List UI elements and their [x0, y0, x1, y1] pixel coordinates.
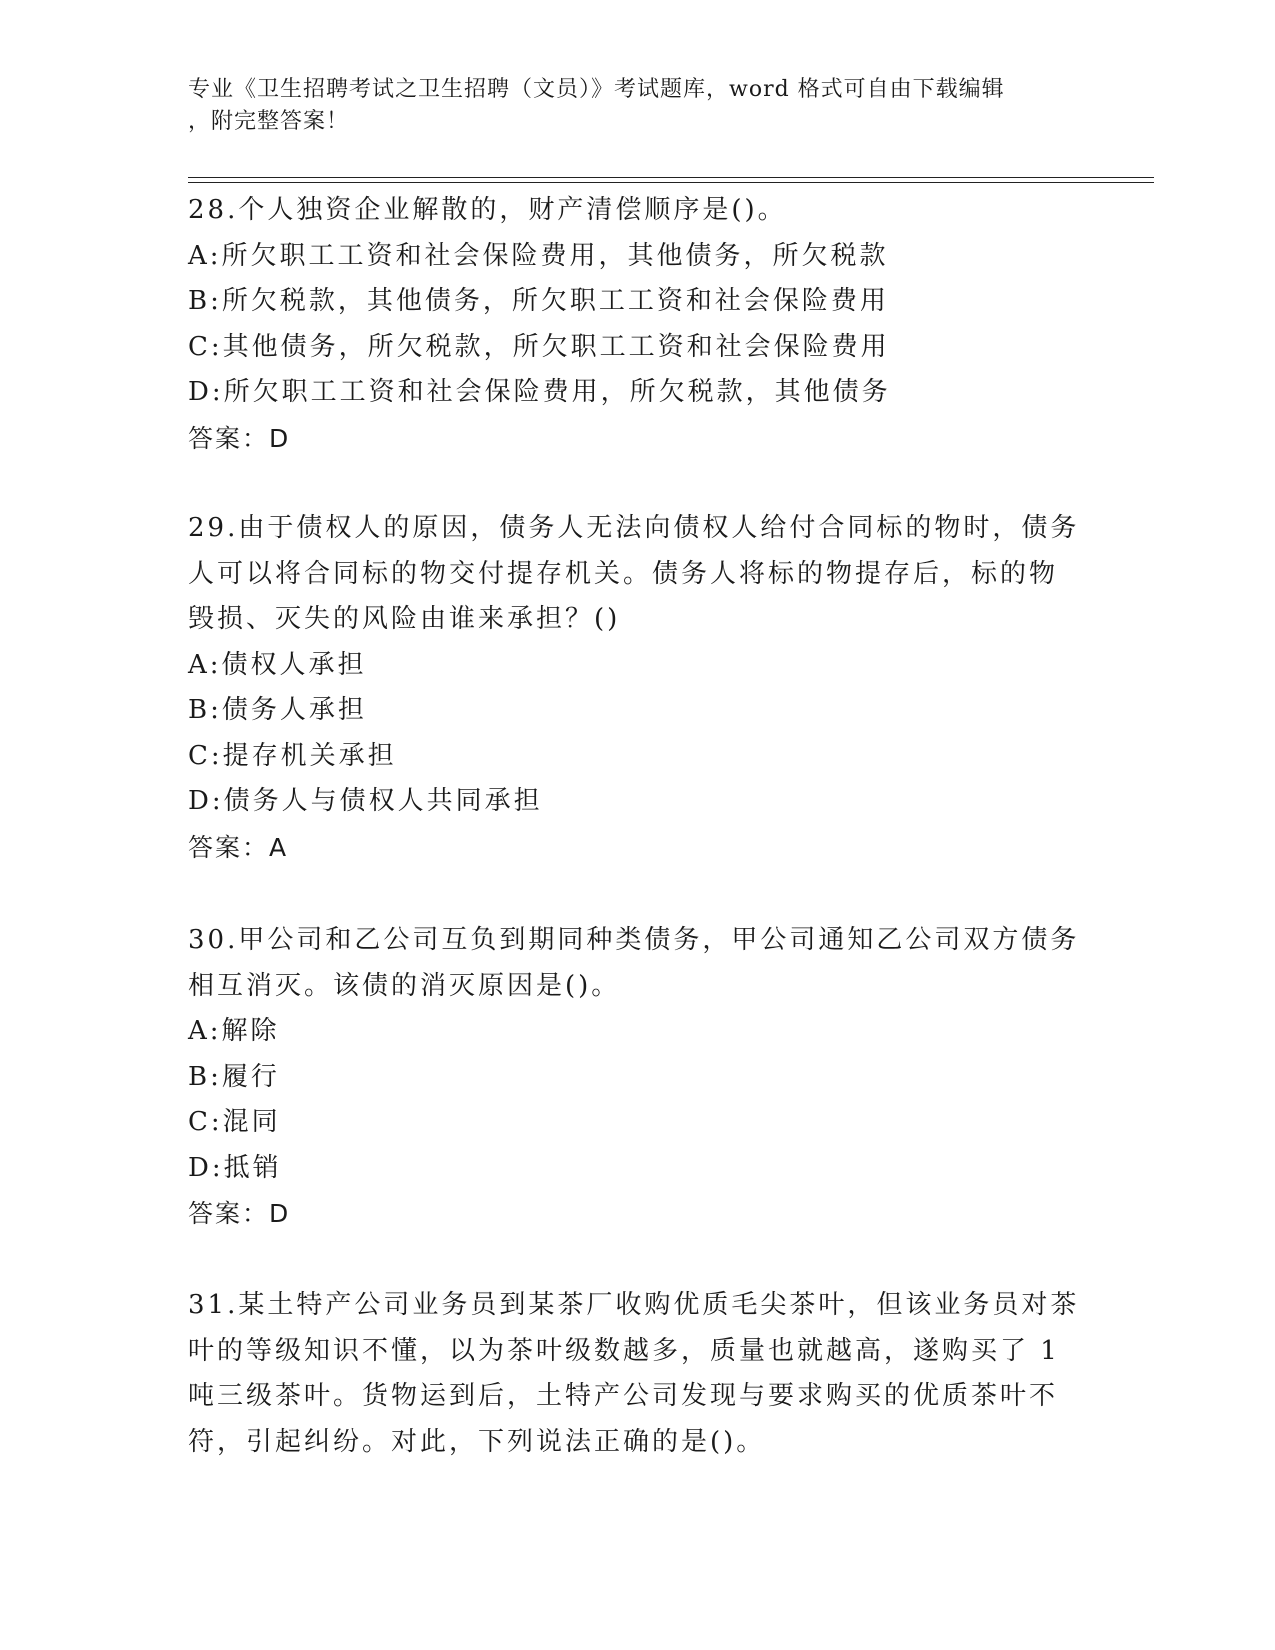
question-29: [188, 506, 1078, 870]
question-stem-line: 人可以将合同标的物交付提存机关。债务人将标的物提存后，标的物: [188, 558, 1059, 589]
question-stem-line: 31.某土特产公司业务员到某茶厂收购优质毛尖茶叶，但该业务员对茶: [188, 1290, 1080, 1320]
option-c: C:其他债务，所欠税款，所欠职工工资和社会保险费用: [188, 331, 890, 362]
option-d: D:抵销: [188, 1152, 282, 1183]
question-stem-line: 吨三级茶叶。货物运到后，土特产公司发现与要求购买的优质茶叶不: [188, 1381, 1059, 1411]
option-d: D:债务人与债权人共同承担: [188, 786, 543, 816]
question-stem-line: 相互消灭。该债的消灭原因是()。: [188, 970, 621, 1001]
option-a: A:债权人承担: [188, 649, 367, 680]
question-stem-line: 叶的等级知识不懂，以为茶叶级数越多，质量也就越高，遂购买了 1: [188, 1335, 1060, 1366]
answer-line: 答案：A: [188, 832, 289, 862]
question-31: [188, 1283, 1078, 1465]
answer-line: 答案：D: [188, 1199, 291, 1228]
option-c: C:提存机关承担: [188, 740, 397, 771]
option-a: A:解除: [188, 1016, 280, 1046]
question-stem-line: 符，引起纠纷。对此，下列说法正确的是()。: [188, 1426, 766, 1457]
header-rule-top: [188, 177, 1154, 178]
option-d: D:所欠职工工资和社会保险费用，所欠税款，其他债务: [188, 377, 891, 407]
document-header: [188, 74, 1068, 138]
answer-line: 答案：D: [188, 423, 291, 453]
question-30: [188, 918, 1078, 1237]
question-28: [188, 188, 1078, 461]
header-line-2: ，附完整答案！: [188, 109, 350, 134]
option-b: B:债务人承担: [188, 695, 367, 725]
question-stem-line: 毁损、灭失的风险由谁来承担？(): [188, 604, 621, 634]
question-stem-line: 28.个人独资企业解散的，财产清偿顺序是()。: [188, 195, 787, 225]
option-b: B:履行: [188, 1061, 280, 1092]
option-a: A:所欠职工工资和社会保险费用，其他债务，所欠税款: [188, 240, 889, 271]
header-line-1: 专业《卫生招聘考试之卫生招聘（文员）》考试题库，word 格式可自由下载编辑: [188, 77, 1005, 102]
option-b: B:所欠税款，其他债务，所欠职工工资和社会保险费用: [188, 286, 889, 316]
question-stem-line: 29.由于债权人的原因，债务人无法向债权人给付合同标的物时，债务: [188, 513, 1080, 543]
option-c: C:混同: [188, 1107, 281, 1137]
header-rule-bottom: [188, 182, 1154, 183]
question-stem-line: 30.甲公司和乙公司互负到期同种类债务，甲公司通知乙公司双方债务: [188, 925, 1080, 955]
